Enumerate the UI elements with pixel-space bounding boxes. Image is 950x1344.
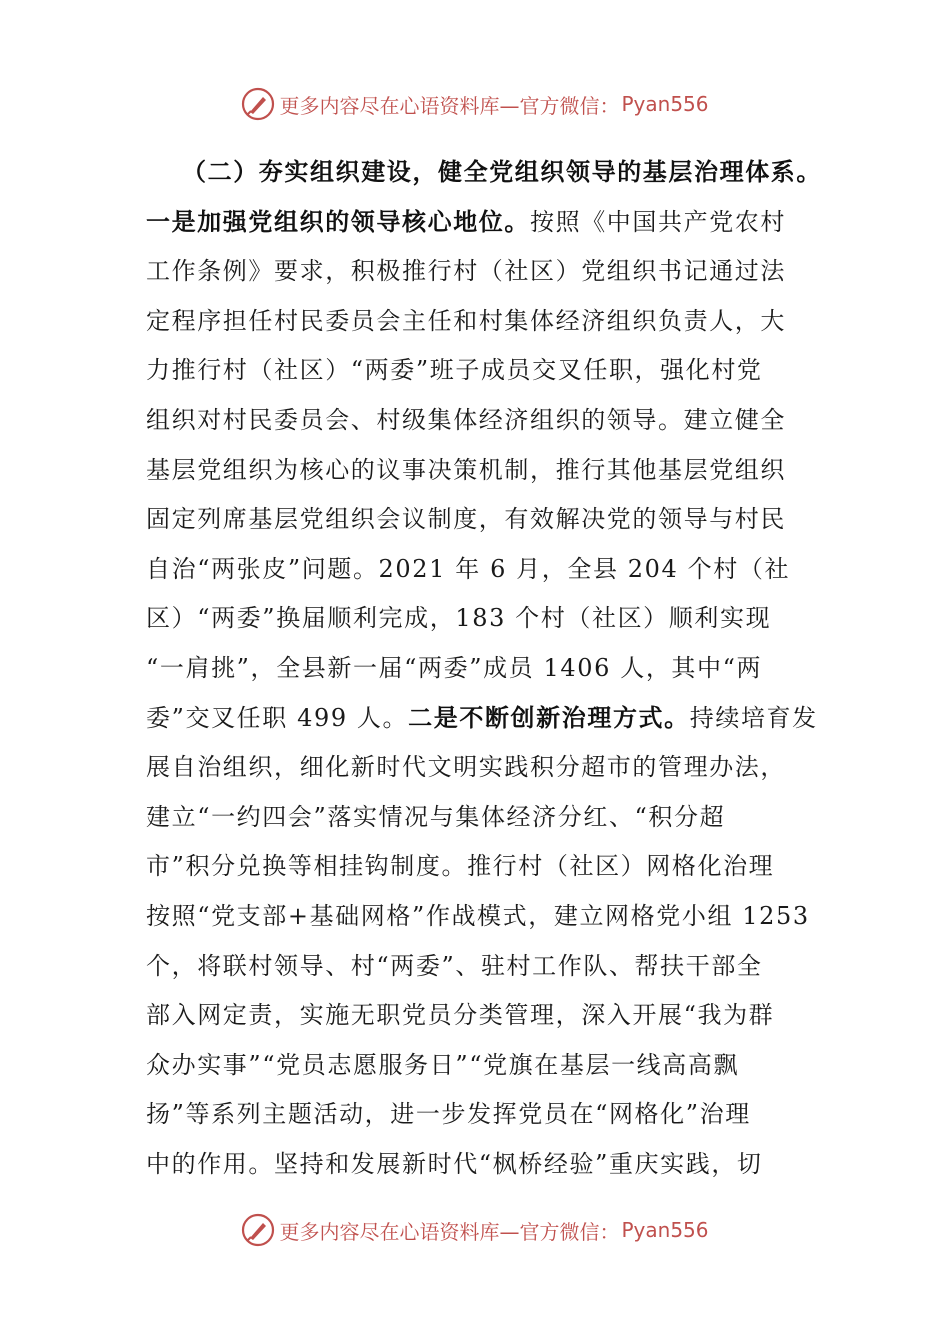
text-line (146, 1041, 806, 1091)
body-text-span: 区）“两委”换届顺利完成，183 个村（社区）顺利实现 (146, 604, 772, 633)
body-text-span: 众办实事”“党员志愿服务日”“党旗在基层一线高高飘 (146, 1050, 740, 1079)
body-text-span: 固定列席基层党组织会议制度，有效解决党的领导与村民 (146, 505, 786, 534)
body-text-span: 按照“党支部+基础网格”作战模式，建立网格党小组 1253 (146, 901, 810, 930)
text-line (146, 644, 806, 694)
text-line (146, 991, 806, 1041)
text-line (146, 495, 806, 545)
text-line (146, 942, 806, 992)
body-text-span: 定程序担任村民委员会主任和村集体经济组织负责人，大 (146, 306, 786, 335)
bold-text: 二是不断创新治理方式。 (408, 703, 690, 732)
text-line (146, 892, 810, 942)
body-text-span: 部入网定责，实施无职党员分类管理，深入开展“我为群 (146, 1001, 775, 1030)
body-text-span: 个，将联村领导、村“两委”、驻村工作队、帮扶干部全 (146, 951, 763, 980)
body-text-span: 按照《中国共产党农村 (530, 207, 786, 236)
body-text-span: 市”积分兑换等相挂钩制度。推行村（社区）网格化治理 (146, 852, 775, 881)
text-line (146, 148, 822, 198)
text-line (146, 396, 806, 446)
header-banner (0, 86, 950, 122)
body-text-span: “一肩挑”，全县新一届“两委”成员 1406 人，其中“两 (146, 653, 763, 682)
bold-text: （二）夯实组织建设，健全党组织领导的基层治理体系。 (182, 158, 822, 186)
text-line (146, 594, 806, 644)
body-text-span: 自治“两张皮”问题。2021 年 6 月，全县 204 个村（社 (146, 554, 791, 583)
text-line (146, 446, 806, 496)
body-text-span: 力推行村（社区）“两委”班子成员交叉任职，强化村党 (146, 356, 763, 385)
pen-logo-icon (241, 1213, 275, 1247)
document-body (146, 148, 822, 1189)
banner-wechat-id: Pyan556 (621, 92, 709, 116)
text-line (146, 793, 806, 843)
text-line (146, 198, 806, 248)
text-line (146, 1090, 806, 1140)
body-text-span: 基层党组织为核心的议事决策机制，推行其他基层党组织 (146, 455, 786, 484)
banner-wechat-id: Pyan556 (621, 1218, 709, 1242)
banner-text: 更多内容尽在心语资料库—官方微信： (279, 1219, 620, 1244)
body-text-span: 工作条例》要求，积极推行村（社区）党组织书记通过法 (146, 257, 786, 286)
text-line (146, 247, 806, 297)
text-line (146, 842, 806, 892)
body-text-span: 中的作用。坚持和发展新时代“枫桥经验”重庆实践，切 (146, 1149, 763, 1178)
body-text-span: 组织对村民委员会、村级集体经济组织的领导。建立健全 (146, 405, 786, 434)
text-line (146, 297, 806, 347)
footer-banner (0, 1212, 950, 1248)
body-text-span: 展自治组织，细化新时代文明实践积分超市的管理办法， (146, 753, 786, 782)
text-line (146, 346, 806, 396)
body-text-span: 持续培育发 (689, 703, 818, 732)
text-line (146, 743, 806, 793)
banner-text: 更多内容尽在心语资料库—官方微信： (279, 93, 620, 118)
body-text-span: 扬”等系列主题活动，进一步发挥党员在“网格化”治理 (146, 1100, 751, 1129)
bold-text: 一是加强党组织的领导核心地位。 (146, 207, 530, 236)
text-line (146, 545, 806, 595)
pen-logo-icon (241, 87, 275, 121)
body-text-span: 委”交叉任职 499 人。 (146, 703, 409, 732)
text-line (146, 1140, 806, 1190)
text-line (146, 694, 818, 744)
body-text-span: 建立“一约四会”落实情况与集体经济分红、“积分超 (146, 802, 726, 831)
